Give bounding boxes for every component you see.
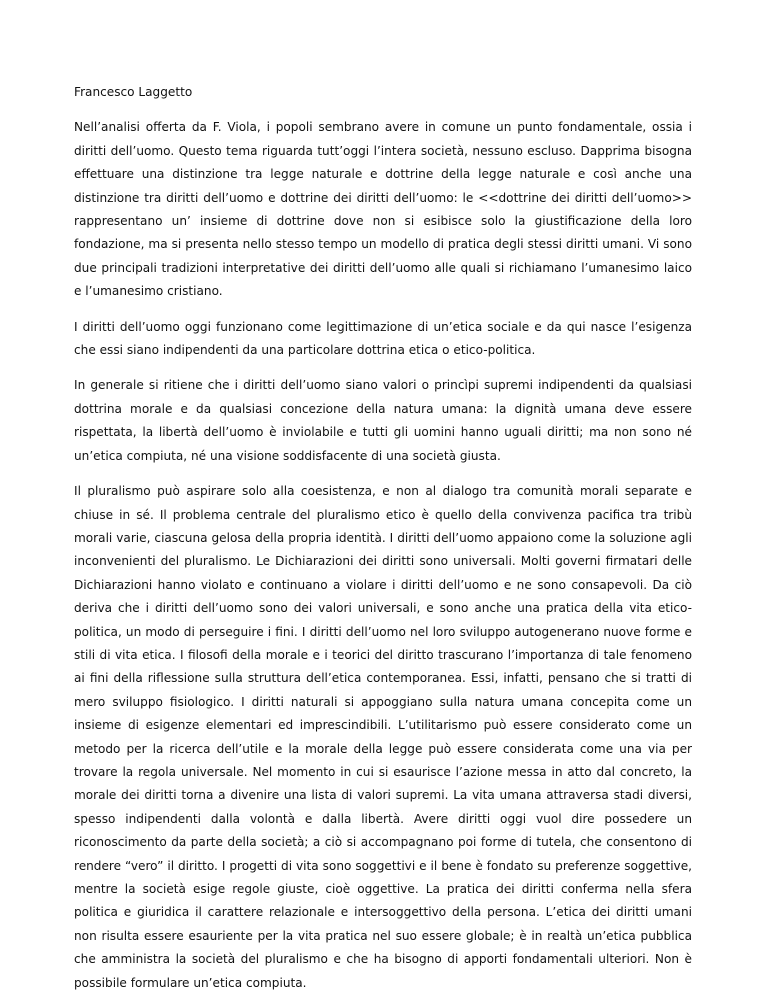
- paragraph-3: In generale si ritiene che i diritti dell’uomo siano valori o princìpi supremi indipendenti da qualsiasi dottrina morale e da qualsiasi concezione della natura umana: la dignità umana deve essere rispettata, la libertà dell’uomo è inviolabile e tutti gli uomini hanno uguali diritti; ma non sono né un’etica compiuta, né una visione soddisfacente di una società giusta.: [74, 378, 692, 463]
- author-name: Francesco Laggetto: [74, 85, 193, 99]
- paragraph-4: Il pluralismo può aspirare solo alla coesistenza, e non al dialogo tra comunità morali separate e chiuse in sé. Il problema centrale del pluralismo etico è quello della convivenza pacifica tra tribù morali varie, ciascuna gelosa della propria identità. I diritti dell’uomo appaiono come la soluzione agli inconvenienti del pluralismo. Le Dichiarazioni dei diritti sono universali. Molti governi firmatari delle Dichiarazioni hanno violato e continuano a violare i diritti dell’uomo e ne sono consapevoli. Da ciò deriva che i diritti dell’uomo sono dei valori universali, e sono anche una pratica della vita etico-politica, un modo di perseguire i fini. I diritti dell’uomo nel loro sviluppo autogenerano nuove forme e stili di vita etica. I filosofi della morale e i teorici del diritto trascurano l’importanza di tale fenomeno ai fini della riflessione sulla struttura dell’etica contemporanea. Essi, infatti, pensano che si tratti di mero sviluppo fisiologico. I diritti naturali si appoggiano sulla natura umana concepita come un insieme di esigenze elementari ed imprescindibili. L’utilitarismo può essere considerato come un metodo per la ricerca dell’utile e la morale della legge può essere considerata come una via per trovare la regola universale. Nel momento in cui si esaurisce l’azione messa in atto dal concreto, la morale dei diritti torna a divenire una lista di valori supremi. La vita umana attraversa stadi diversi, spesso indipendenti dalla volontà e dalla libertà. Avere diritti oggi vuol dire possedere un riconoscimento da parte della società; a ciò si accompagnano poi forme di tutela, che consentono di rendere “vero” il diritto. I progetti di vita sono soggettivi e il bene è fondato su preferenze soggettive, mentre la società esige regole giuste, cioè oggettive. La pratica dei diritti conferma nella sfera politica e giuridica il carattere relazionale e intersoggettivo della persona. L’etica dei diritti umani non risulta essere esauriente per la vita pratica nel suo essere globale; è in realtà un’etica pubblica che amministra la società del pluralismo e che ha bisogno di apporti fondamentali ulteriori. Non è possibile formulare un’etica compiuta.: [74, 484, 692, 990]
- paragraph-1: Nell’analisi offerta da F. Viola, i popoli sembrano avere in comune un punto fondamentale, ossia i diritti dell’uomo. Questo tema riguarda tutt’oggi l’intera società, nessuno escluso. Dapprima bisogna effettuare una distinzione tra legge naturale e dottrine della legge naturale e così anche una distinzione tra diritti dell’uomo e dottrine dei diritti dell’uomo: le <<dottrine dei diritti dell’uomo>> rappresentano un’ insieme di dottrine dove non si esibisce solo la giustificazione della loro fondazione, ma si presenta nello stesso tempo un modello di pratica degli stessi diritti umani. Vi sono due principali tradizioni interpretative dei diritti dell’uomo alle quali si richiamano l’umanesimo laico e l’umanesimo cristiano.: [74, 120, 692, 299]
- paragraph-2: I diritti dell’uomo oggi funzionano come legittimazione di un’etica sociale e da qui nasce l’esigenza che essi siano indipendenti da una particolare dottrina etica o etico-politica.: [74, 319, 692, 358]
- document-page: [74, 81, 692, 1007]
